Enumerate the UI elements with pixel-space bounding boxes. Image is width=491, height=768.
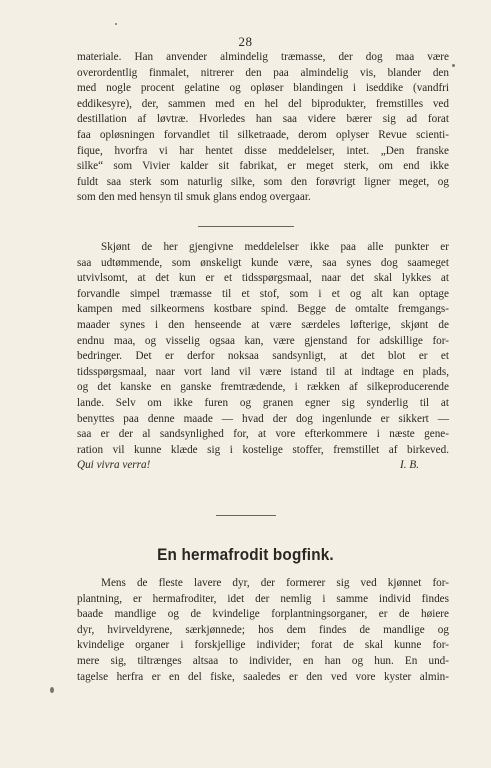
text-line: utvivlsomt, at det kun er et tidsspørgsmaal, naar det skal lykkes at (77, 272, 449, 285)
text-line: overordentlig finmalet, nitrerer den paa almindelig vis, blander den (77, 66, 449, 79)
closing-quote: Qui vivra verra! (77, 459, 151, 472)
text-line: fuldt saa sterk som naturlig silke, som den forøvrigt ligner meget, og (77, 175, 449, 188)
text-line: forvandle simpel træmasse til et stof, som i et og alt kan optage (77, 287, 449, 300)
text-line: plantning, er hermafroditer, idet der nemlig i samme individ findes (77, 592, 449, 605)
article-title: En hermafrodit bogfink. (157, 545, 334, 564)
paragraph-continued (77, 50, 449, 206)
text-line: silke“ som Vivier kalder sit fabrikat, er meget sterk, om end ikke (77, 160, 449, 173)
article-separator (216, 515, 276, 516)
text-line: destillation af løvtræ. Hvorledes han saa videre bærer sig ad forat (77, 113, 449, 126)
text-line: saa er der al sandsynlighed for, at vore efterkommere i næste gene- (77, 428, 449, 441)
text-line: fique, hvorfra vi har hentet disse meddelelser, intet. „Den franske (77, 144, 449, 157)
text-line: som den med hensyn til smuk glans endog overgaar. (77, 191, 311, 204)
text-line: benyttes paa denne maade — hvad der dog ingenlunde er sikkert — (77, 412, 449, 425)
paper-speck (50, 687, 54, 693)
text-line: endnu maa, og visselig ogsaa kan, være gjenstand for adskillige for- (77, 334, 449, 347)
section-divider (198, 226, 294, 227)
text-line: baade mandlige og de kvindelige forplantningsorganer, er de høiere (77, 608, 449, 621)
article-body (77, 576, 449, 685)
text-line: og det kanske en ganske fremtrædende, i rækken af silkeproducerende (77, 381, 449, 394)
text-line: med nogle procent gelatine og opløser blandingen i iseddike (vandfri (77, 82, 449, 95)
text-line: Mens de fleste lavere dyr, der formerer sig ved kjønnet for- (101, 577, 449, 589)
text-line: ration vil kunne klæde sig i kostelige stoffer, fremstillet af birkeved. (77, 443, 449, 456)
paper-speck (115, 23, 117, 25)
text-line: materiale. Han anvender almindelig træmasse, der dog maa være (77, 51, 449, 63)
text-line: Skjønt de her gjengivne meddelelser ikke paa alle punkter er (101, 241, 449, 253)
text-line: faa opløsningen forvandlet til silketraade, derom oplyser Revue scienti- (77, 128, 449, 141)
text-line: mere sig, tiltrænges altsaa to individer, en han og hun. En und- (77, 654, 449, 667)
text-line: dyr, hvirveldyrene, særkjønnede; hos dem findes de mandlige og (77, 623, 449, 636)
text-line: saa udtømmende, som ønskeligt kunde være, saa synes dog saameget (77, 256, 449, 269)
paragraph-conclusion (77, 240, 449, 474)
text-line: eddikesyre), der, sammen med en hel del biprodukter, fremstilles ved (77, 97, 449, 110)
text-line: lande. Selv om ikke furen og granen egner sig synderlig til at (77, 396, 449, 409)
text-line: tidsspørgsmaal, naar vort land vil være istand til at indtage en plads, (77, 365, 449, 378)
text-line: maader synes i den henseende at være særdeles løfterige, skjønt de (77, 318, 449, 331)
text-line: tagelse herfra er en del fiske, saaledes er den ved vore kyster almin- (77, 670, 449, 683)
closing-line (77, 458, 449, 474)
text-line: kampen med silkeormens kostbare spind. Begge de omtalte fremgangs- (77, 303, 449, 316)
text-line: kvindelige organer i forskjellige individer; forat de skal kunne for- (77, 639, 449, 652)
paper-speck (452, 64, 455, 67)
page-number: 28 (238, 34, 253, 49)
text-line: bedringer. Det er derfor noksaa sandsynligt, at det blot er et (77, 350, 449, 363)
author-signature: I. B. (400, 459, 419, 472)
